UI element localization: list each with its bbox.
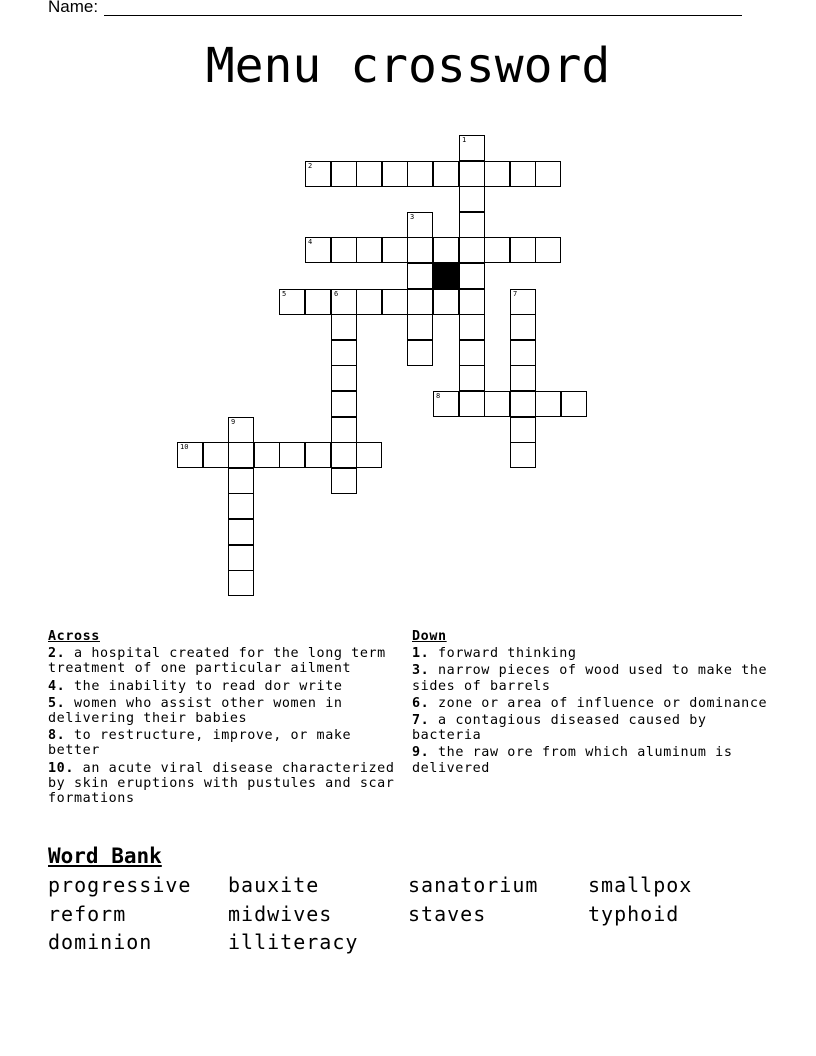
word-bank-item: smallpox [588, 873, 693, 897]
down-clue [412, 713, 772, 743]
crossword-cell[interactable] [407, 289, 433, 315]
word-bank-item: reform [48, 901, 127, 926]
clue-text: a hospital created for the long term treatment of one particular ailment [48, 646, 386, 677]
crossword-cell[interactable] [177, 442, 203, 468]
clue-number: 6. [412, 695, 430, 711]
word-bank-heading: Word Bank [48, 844, 162, 868]
crossword-cell[interactable] [331, 468, 357, 494]
crossword-cell[interactable] [459, 263, 485, 289]
crossword-cell[interactable] [407, 340, 433, 366]
crossword-cell[interactable] [459, 212, 485, 238]
word-bank-item: sanatorium [408, 873, 539, 897]
clue-number: 2. [48, 646, 66, 662]
clue-number: 4. [48, 678, 66, 694]
crossword-cell[interactable] [459, 237, 485, 263]
across-clue [48, 646, 398, 676]
crossword-cell[interactable] [407, 237, 433, 263]
name-field-line[interactable] [104, 15, 742, 16]
word-bank-item: illiteracy [228, 930, 359, 954]
crossword-cell[interactable] [382, 161, 408, 187]
crossword-cell[interactable] [305, 289, 331, 315]
cell-number: 5 [282, 290, 287, 298]
word-bank [48, 873, 788, 959]
crossword-cell[interactable] [484, 161, 510, 187]
crossword-cell[interactable] [228, 417, 254, 443]
crossword-cell[interactable] [356, 161, 382, 187]
crossword-cell[interactable] [279, 289, 305, 315]
clue-number: 8. [48, 728, 66, 744]
crossword-cell[interactable] [228, 545, 254, 571]
crossword-cell[interactable] [305, 237, 331, 263]
down-clue [412, 696, 772, 711]
crossword-cell[interactable] [510, 340, 536, 366]
crossword-cell[interactable] [356, 289, 382, 315]
down-clues [412, 629, 772, 776]
crossword-cell[interactable] [433, 391, 459, 417]
across-heading: Across [48, 629, 100, 644]
crossword-cell[interactable] [331, 442, 357, 468]
crossword-cell[interactable] [459, 314, 485, 340]
clue-text: women who assist other women in delivering their babies [48, 695, 343, 727]
crossword-cell[interactable] [510, 237, 536, 263]
crossword-cell[interactable] [510, 417, 536, 443]
clue-text: the raw ore from which aluminum is delivered [412, 745, 733, 776]
word-bank-item: progressive [48, 873, 192, 897]
crossword-cell[interactable] [433, 161, 459, 187]
crossword-cell[interactable] [459, 135, 485, 161]
down-clue [412, 663, 772, 693]
word-bank-item: midwives [228, 901, 333, 926]
crossword-cell[interactable] [331, 289, 357, 315]
crossword-cell[interactable] [510, 314, 536, 340]
crossword-cell[interactable] [459, 161, 485, 187]
cell-number: 6 [334, 290, 339, 298]
clue-text: to restructure, improve, or make better [48, 728, 352, 759]
crossword-cell[interactable] [561, 391, 587, 417]
crossword-cell[interactable] [228, 442, 254, 468]
across-clue [48, 761, 398, 807]
shaded-cell [433, 263, 459, 289]
crossword-cell[interactable] [356, 442, 382, 468]
clue-text: a contagious diseased caused by bacteria [412, 713, 707, 744]
cell-number: 8 [436, 392, 441, 400]
crossword-cell[interactable] [510, 442, 536, 468]
crossword-cell[interactable] [407, 314, 433, 340]
clue-number: 9. [412, 745, 430, 761]
cell-number: 7 [513, 290, 518, 298]
crossword-cell[interactable] [535, 161, 561, 187]
cell-number: 3 [410, 213, 415, 221]
crossword-cell[interactable] [356, 237, 382, 263]
name-label: Name: [48, 0, 99, 16]
crossword-cell[interactable] [459, 289, 485, 315]
cell-number: 9 [231, 418, 236, 426]
crossword-cell[interactable] [228, 468, 254, 494]
crossword-cell[interactable] [459, 391, 485, 417]
clue-number: 1. [412, 646, 430, 662]
clue-number: 10. [48, 760, 74, 776]
crossword-cell[interactable] [459, 340, 485, 366]
cell-number: 1 [462, 136, 467, 144]
crossword-cell[interactable] [484, 237, 510, 263]
word-bank-item: dominion [48, 930, 153, 954]
crossword-cell[interactable] [407, 212, 433, 238]
clue-text: forward thinking [438, 646, 577, 662]
clue-number: 3. [412, 663, 430, 679]
down-heading: Down [412, 629, 447, 644]
crossword-cell[interactable] [510, 365, 536, 391]
crossword-cell[interactable] [331, 365, 357, 391]
across-clue [48, 679, 398, 694]
crossword-cell[interactable] [459, 365, 485, 391]
crossword-cell[interactable] [254, 442, 280, 468]
crossword-cell[interactable] [279, 442, 305, 468]
word-bank-item: bauxite [228, 873, 320, 897]
crossword-cell[interactable] [305, 161, 331, 187]
crossword-cell[interactable] [228, 493, 254, 519]
crossword-cell[interactable] [331, 161, 357, 187]
crossword-cell[interactable] [510, 289, 536, 315]
crossword-cell[interactable] [433, 237, 459, 263]
clue-text: narrow pieces of wood used to make the sides of barrels [412, 663, 768, 694]
crossword-cell[interactable] [407, 161, 433, 187]
crossword-cell[interactable] [484, 391, 510, 417]
crossword-cell[interactable] [331, 417, 357, 443]
crossword-cell[interactable] [407, 263, 433, 289]
across-clue [48, 696, 398, 726]
across-clues [48, 629, 398, 806]
word-bank-item: typhoid [588, 901, 680, 926]
across-clue [48, 728, 398, 758]
crossword-cell[interactable] [510, 391, 536, 417]
clue-number: 7. [412, 713, 430, 729]
crossword-cell[interactable] [535, 391, 561, 417]
crossword-cell[interactable] [459, 186, 485, 212]
down-clue [412, 646, 772, 661]
crossword-cell[interactable] [331, 391, 357, 417]
crossword-cell[interactable] [203, 442, 229, 468]
clue-number: 5. [48, 695, 66, 711]
cell-number: 4 [308, 238, 313, 246]
word-bank-item: staves [408, 901, 487, 926]
crossword-cell[interactable] [510, 161, 536, 187]
crossword-cell[interactable] [382, 289, 408, 315]
crossword-cell[interactable] [331, 314, 357, 340]
crossword-cell[interactable] [305, 442, 331, 468]
cell-number: 10 [180, 443, 189, 451]
clue-text: the inability to read dor write [74, 678, 343, 694]
crossword-cell[interactable] [433, 289, 459, 315]
crossword-cell[interactable] [228, 519, 254, 545]
page-title: Menu crossword [205, 38, 611, 94]
clue-text: an acute viral disease characterized by skin eruptions with pustules and scar formations [48, 760, 395, 807]
crossword-cell[interactable] [331, 237, 357, 263]
cell-number: 2 [308, 162, 313, 170]
clue-text: zone or area of influence or dominance [438, 695, 768, 711]
crossword-cell[interactable] [228, 570, 254, 596]
crossword-cell[interactable] [331, 340, 357, 366]
down-clue [412, 745, 772, 775]
crossword-cell[interactable] [535, 237, 561, 263]
crossword-cell[interactable] [382, 237, 408, 263]
